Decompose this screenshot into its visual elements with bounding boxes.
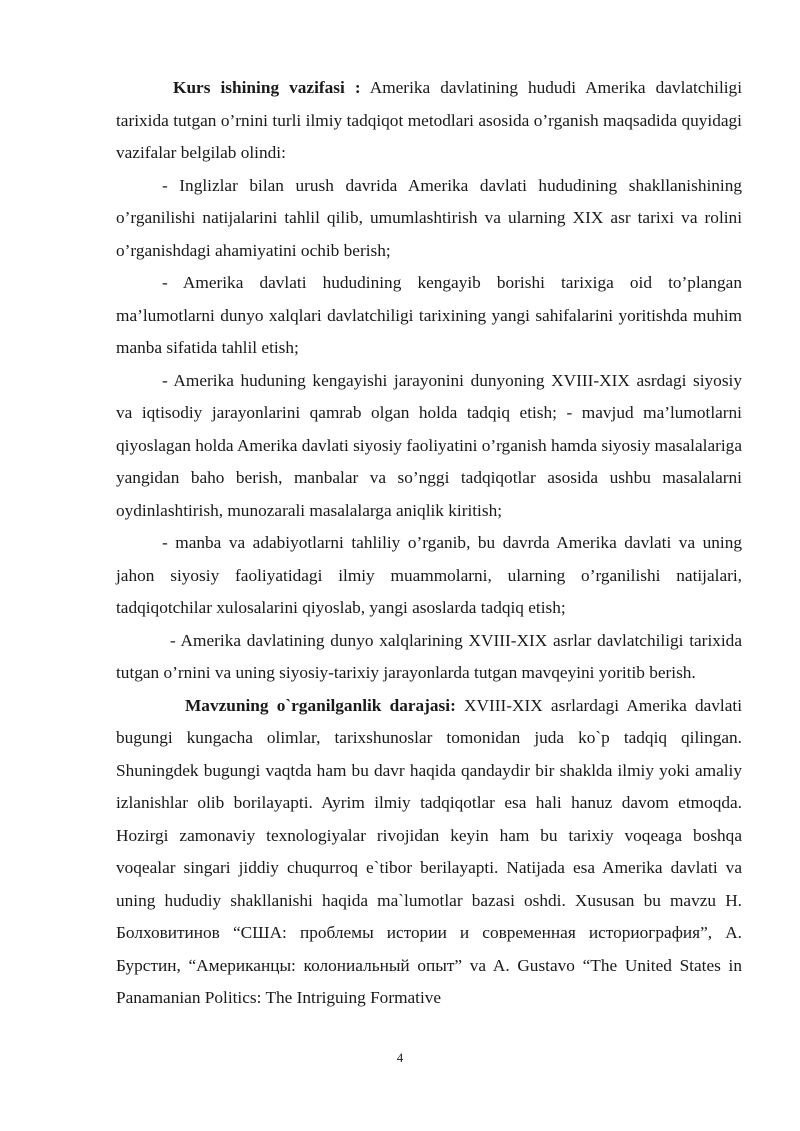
list-item: - Amerika huduning kengayishi jarayonini dunyoning XVIII-XIX asrdagi siyosiy va iqtisodiy jarayonlarini qamrab olgan holda tadqiq etish; - mavjud ma’lumotlarni qiyoslagan holda Amerika davlati siyosiy faoliyatini o’rganish hamda siyosiy masalalariga yangidan baho berish, manbalar va so’nggi tadqiqotlar asosida ushbu masalalarni oydinlashtirish, munozarali masalalarga aniqlik kiritish;: [116, 370, 742, 520]
list-item: - manba va adabiyotlarni tahliliy o’rganib, bu davrda Amerika davlati va uning jahon siyosiy faoliyatidagi ilmiy muammolarni, ularning o’rganilishi natijalari, tadqiqotchilar xulosalarini qiyoslab, yangi asoslarda tadqiq etish;: [116, 533, 742, 617]
list-item: - Amerika davlatining dunyo xalqlarining XVIII-XIX asrlar davlatchiligi tarixida tutgan o’rnini va uning siyosiy-tarixiy jarayonlarda tutgan mavqeyini yoritib berish.: [116, 630, 742, 682]
paragraph-text: XVIII-XIX asrlardagi Amerika davlati bugungi kungacha olimlar, tarixshunoslar tomonidan juda ko`p tadqiq qilingan. Shuningdek bugungi vaqtda ham bu davr haqida qandaydir bir shaklda ilmiy yoki amaliy izlanishlar olib borilayapti. Ayrim ilmiy tadqiqotlar esa hali hanuz davom etmoqda. Hozirgi zamonaviy texnologiyalar rivojidan keyin ham bu tarixiy voqeaga boshqa voqealar singari jiddiy chuqurroq e`tibor berilayapti. Natijada esa Amerika davlati va uning hududiy shakllanishi haqida ma`lumotlar bazasi oshdi. Xususan bu mavzu Н. Болховитинов “США: проблемы истории и современная историография”, А. Бурстин, “Американцы: колониальный опыт” va A. Gustavo “The United States in Panamanian Politics: The Intriguing Formative: [116, 695, 742, 1007]
list-item: - Inglizlar bilan urush davrida Amerika davlati hududining shakllanishining o’rganilishi natijalarini tahlil qilib, umumlashtirish va ularning XIX asr tarixi va rolini o’rganishdagi ahamiyatini ochib berish;: [116, 175, 742, 260]
paragraph-heading: Mavzuning o`rganilganlik darajasi:: [185, 695, 456, 715]
page-number: 4: [396, 1050, 404, 1065]
paragraph-study-level: [116, 690, 742, 1015]
list-item: - Amerika davlati hududining kengayib borishi tarixiga oid to’plangan ma’lumotlarni dunyo xalqlari davlatchiligi tarixining yangi sahifalarini yoritishda muhim manba sifatida tahlil etish;: [116, 273, 742, 357]
document-page: [116, 72, 742, 1015]
paragraph-text: Amerika davlatining hududi Amerika davlatchiligi tarixida tutgan o’rnini turli ilmiy tadqiqot metodlari asosida o’rganish maqsadida quyidagi vazifalar belgilab olindi:: [116, 78, 742, 162]
paragraph-tasks-intro: [116, 72, 742, 170]
paragraph-heading: Kurs ishining vazifasi :: [173, 78, 361, 97]
